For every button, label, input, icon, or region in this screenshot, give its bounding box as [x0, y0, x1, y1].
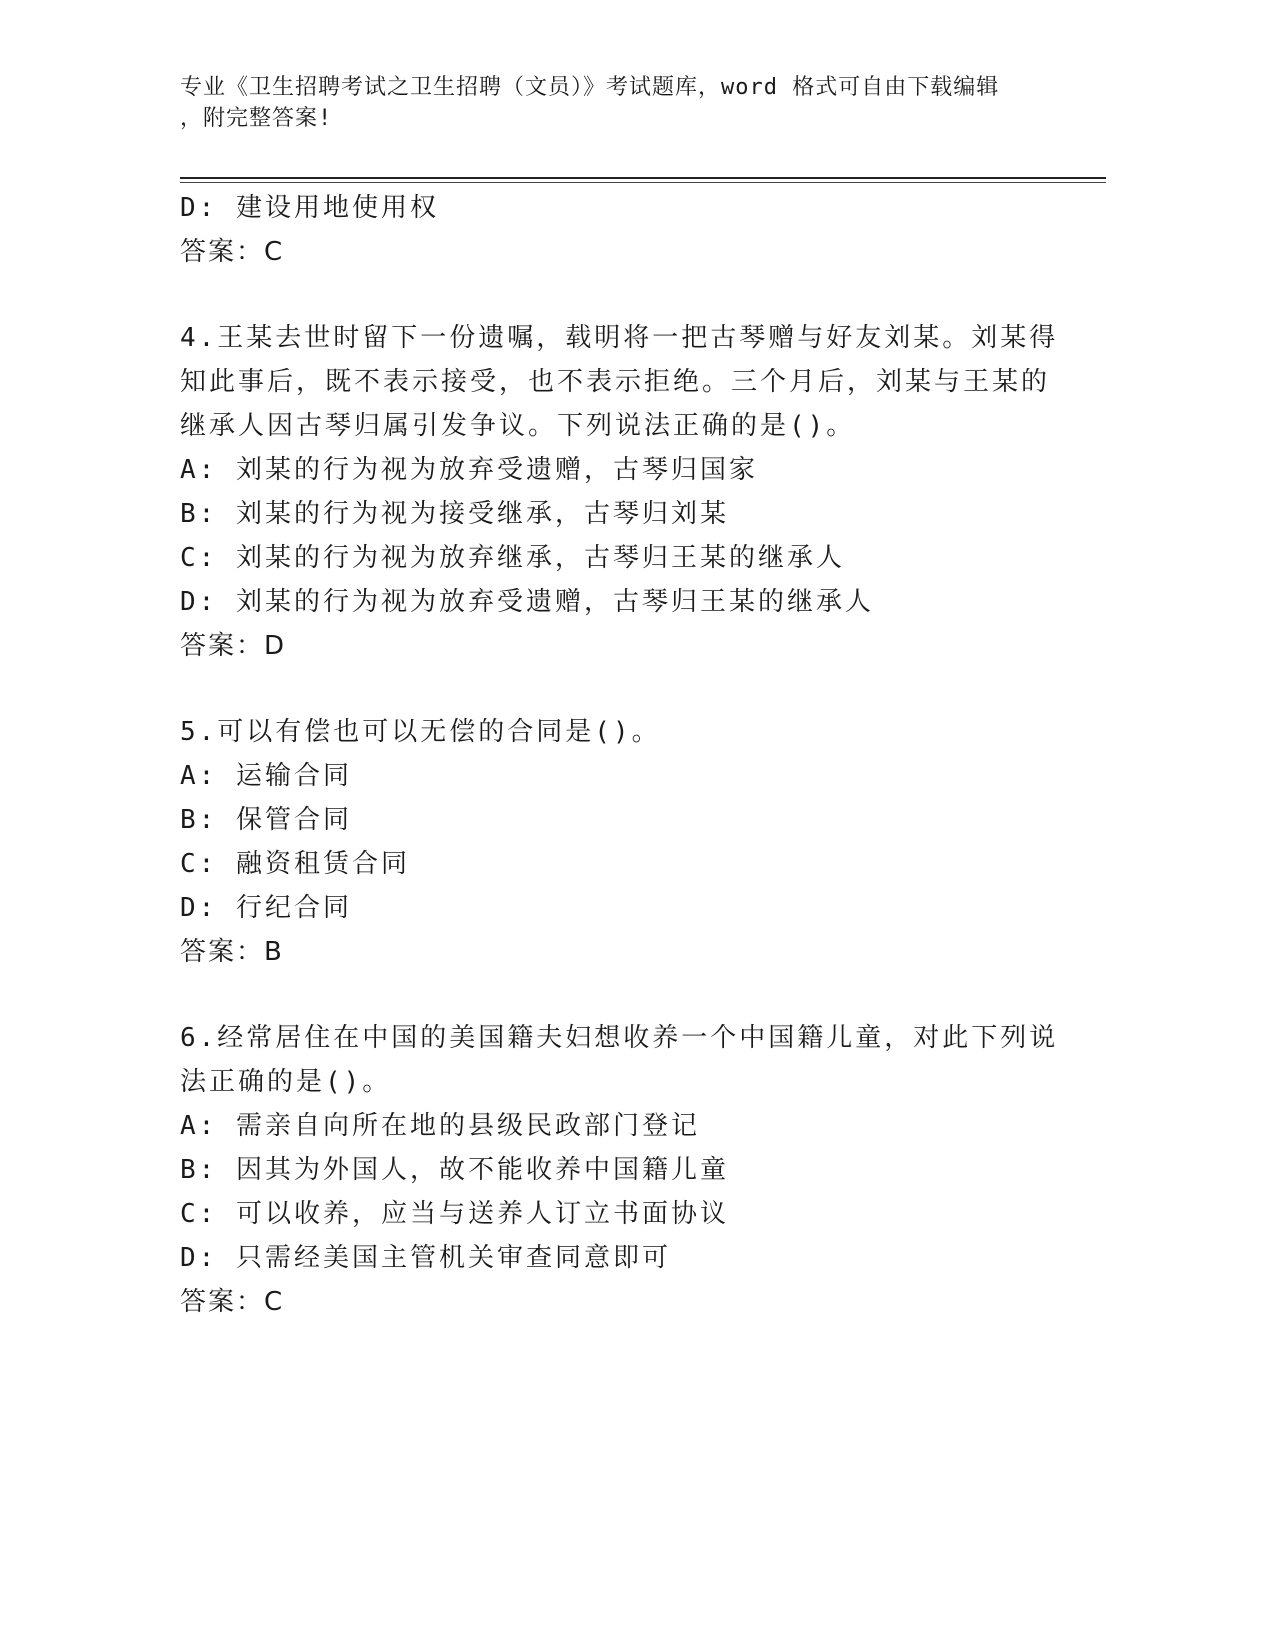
- answer-line: 答案：C: [180, 1287, 285, 1317]
- question-3-tail: [180, 186, 1080, 274]
- header-divider-thick: [180, 177, 1106, 179]
- question-text-line: 法正确的是()。: [180, 1067, 392, 1097]
- header-line-2: ，附完整答案!: [180, 106, 333, 131]
- document-header: [180, 72, 1080, 134]
- document-body: [180, 186, 1080, 1324]
- option-d: D: 行纪合同: [180, 893, 352, 923]
- option-b: B: 刘某的行为视为接受继承，古琴归刘某: [180, 499, 729, 529]
- header-divider-thin: [180, 182, 1106, 183]
- question-text-line: 5.可以有偿也可以无偿的合同是()。: [180, 717, 661, 747]
- option-b: B: 保管合同: [180, 805, 352, 835]
- spacer: [180, 974, 1080, 1016]
- option-c: C: 融资租赁合同: [180, 849, 410, 879]
- option-d: D: 建设用地使用权: [180, 193, 439, 223]
- answer-line: 答案：C: [180, 237, 285, 267]
- question-5: [180, 710, 1080, 974]
- question-6: [180, 1016, 1080, 1324]
- option-d: D: 刘某的行为视为放弃受遗赠，古琴归王某的继承人: [180, 587, 874, 617]
- question-4: [180, 316, 1080, 668]
- option-d: D: 只需经美国主管机关审查同意即可: [180, 1243, 671, 1273]
- spacer: [180, 668, 1080, 710]
- question-text-line: 继承人因古琴归属引发争议。下列说法正确的是()。: [180, 411, 856, 441]
- option-a: A: 需亲自向所在地的县级民政部门登记: [180, 1111, 700, 1141]
- option-c: C: 可以收养，应当与送养人订立书面协议: [180, 1199, 729, 1229]
- header-line-1: 专业《卫生招聘考试之卫生招聘（文员）》考试题库，word 格式可自由下载编辑: [180, 75, 1000, 100]
- option-a: A: 运输合同: [180, 761, 352, 791]
- answer-line: 答案：D: [180, 631, 287, 661]
- question-text-line: 4.王某去世时留下一份遗嘱，载明将一把古琴赠与好友刘某。刘某得: [180, 323, 1059, 353]
- spacer: [180, 274, 1080, 316]
- option-a: A: 刘某的行为视为放弃受遗赠，古琴归国家: [180, 455, 758, 485]
- answer-line: 答案：B: [180, 937, 284, 967]
- option-c: C: 刘某的行为视为放弃继承，古琴归王某的继承人: [180, 543, 845, 573]
- question-text-line: 6.经常居住在中国的美国籍夫妇想收养一个中国籍儿童，对此下列说: [180, 1023, 1059, 1053]
- option-b: B: 因其为外国人，故不能收养中国籍儿童: [180, 1155, 729, 1185]
- question-text-line: 知此事后，既不表示接受，也不表示拒绝。三个月后，刘某与王某的: [180, 367, 1051, 397]
